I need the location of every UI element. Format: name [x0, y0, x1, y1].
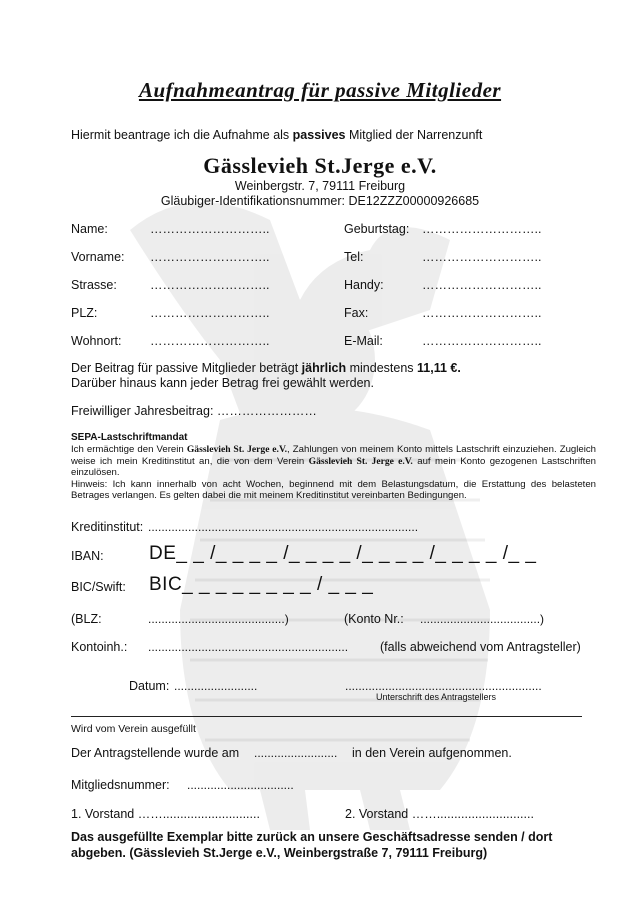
name-field[interactable]: ………………………..: [150, 222, 270, 236]
sepa-club-name-1: Gässlevieh St. Jerge e.V.: [186, 444, 288, 455]
intro-text: [71, 128, 482, 142]
page-title: Aufnahmeantrag für passive Mitglieder: [138, 78, 502, 102]
tel-field[interactable]: ………………………..: [422, 250, 542, 264]
sepa-p1-c: auf mein Konto gezogenen Lastschriften einzulösen.: [71, 455, 596, 479]
vorname-field[interactable]: ………………………..: [150, 250, 270, 264]
office-use-label: Wird vom Verein ausgefüllt: [71, 723, 196, 735]
geburtstag-label: Geburtstag:: [344, 222, 410, 236]
plz-field[interactable]: ………………………..: [150, 306, 270, 320]
divider: [71, 716, 582, 717]
creditor-id: Gläubiger-Identifikationsnummer: DE12ZZZ00000926685: [160, 194, 480, 208]
iban-label: IBAN:: [71, 549, 104, 563]
vorstand-1-field[interactable]: 1. Vorstand ……............................: [71, 807, 260, 821]
kreditinstitut-field[interactable]: .................................................................................: [148, 520, 419, 534]
wohnort-label: Wohnort:: [71, 334, 122, 348]
sepa-hint: Hinweis: Ich kann innerhalb von acht Wochen, beginnend mit dem Belastungsdatum, die Erstattung des belasteten Betrages verlangen. Es gelten dabei die mit meinem Kreditinstitut vereinbarten Bedingungen.: [71, 478, 596, 502]
intro-post: Mitglied der Narrenzunft: [345, 128, 483, 142]
footer-line-2: abgeben. (Gässlevieh St.Jerge e.V., Weinbergstraße 7, 79111 Freiburg): [71, 846, 488, 860]
name-label: Name:: [71, 222, 108, 236]
strasse-label: Strasse:: [71, 278, 117, 292]
voluntary-fee-field[interactable]: Freiwilliger Jahresbeitrag: ……………………: [71, 404, 317, 418]
fee-bold-annual: jährlich: [301, 361, 347, 375]
kontoinhaber-field[interactable]: ............................................................: [148, 640, 349, 654]
tel-label: Tel:: [344, 250, 364, 264]
vorname-label: Vorname:: [71, 250, 125, 264]
club-name: Gässlevieh St.Jerge e.V.: [203, 153, 437, 178]
fee-text: [71, 361, 461, 375]
signature-field[interactable]: ...........................................................: [345, 679, 542, 693]
wohnort-field[interactable]: ………………………..: [150, 334, 270, 348]
kreditinstitut-label: Kreditinstitut:: [71, 520, 144, 534]
handy-field[interactable]: ………………………..: [422, 278, 542, 292]
intro-bold: passives: [292, 128, 346, 142]
vorstand-2-field[interactable]: 2. Vorstand ……............................: [345, 807, 534, 821]
handy-label: Handy:: [344, 278, 384, 292]
plz-label: PLZ:: [71, 306, 98, 320]
konto-label: (Konto Nr.:: [344, 612, 404, 626]
email-label: E-Mail:: [344, 334, 383, 348]
club-address: Weinbergstr. 7, 79111 Freiburg: [234, 179, 406, 193]
kontoinhaber-label: Kontoinh.:: [71, 640, 128, 654]
sepa-mandate-text: [71, 444, 596, 502]
footer-line-1: Das ausgefüllte Exemplar bitte zurück an unsere Geschäftsadresse senden / dort: [71, 830, 553, 844]
fee-amount: 11,11 €.: [417, 361, 461, 375]
accepted-text-pre: Der Antragstellende wurde am: [71, 746, 240, 760]
sepa-heading: SEPA-Lastschriftmandat: [71, 432, 188, 443]
blz-label: (BLZ:: [71, 612, 102, 626]
fee-mid: mindestens: [346, 361, 418, 375]
intro-pre: Hiermit beantrage ich die Aufnahme als: [71, 128, 293, 142]
sepa-p1-a: Ich ermächtige den Verein: [71, 444, 187, 455]
date-label: Datum:: [129, 679, 170, 693]
bic-field[interactable]: BIC_ _ _ _ _ _ _ _ / _ _ _: [149, 574, 374, 595]
iban-field[interactable]: DE_ _ /_ _ _ _ /_ _ _ _ /_ _ _ _ /_ _ _ _ /_ _: [149, 543, 537, 564]
email-field[interactable]: ………………………..: [422, 334, 542, 348]
bic-label: BIC/Swift:: [71, 580, 126, 594]
signature-label: Unterschrift des Antragstellers: [376, 692, 497, 702]
fax-label: Fax:: [344, 306, 369, 320]
blz-field[interactable]: .........................................): [148, 612, 289, 626]
konto-field[interactable]: ....................................): [420, 612, 545, 626]
fee-pre: Der Beitrag für passive Mitglieder beträgt: [71, 361, 302, 375]
accepted-date-field[interactable]: .........................: [254, 746, 338, 760]
sepa-p1-b: , Zahlungen von meinem Konto mittels Lastschrift einzuziehen. Zugleich weise ich mein Kreditinstitut an, die von dem Verein: [71, 444, 596, 467]
strasse-field[interactable]: ………………………..: [150, 278, 270, 292]
geburtstag-field[interactable]: ………………………..: [422, 222, 542, 236]
fee-line2: Darüber hinaus kann jeder Betrag frei gewählt werden.: [71, 376, 374, 390]
sepa-club-name-2: Gässlevieh St. Jerge e.V.: [308, 455, 413, 467]
kontoinhaber-note: (falls abweichend vom Antragsteller): [380, 640, 581, 654]
date-field[interactable]: .........................: [174, 679, 258, 693]
accepted-text-post: in den Verein aufgenommen.: [352, 746, 512, 760]
member-number-label: Mitgliedsnummer:: [71, 778, 170, 792]
fax-field[interactable]: ………………………..: [422, 306, 542, 320]
member-number-field[interactable]: ................................: [187, 778, 294, 792]
